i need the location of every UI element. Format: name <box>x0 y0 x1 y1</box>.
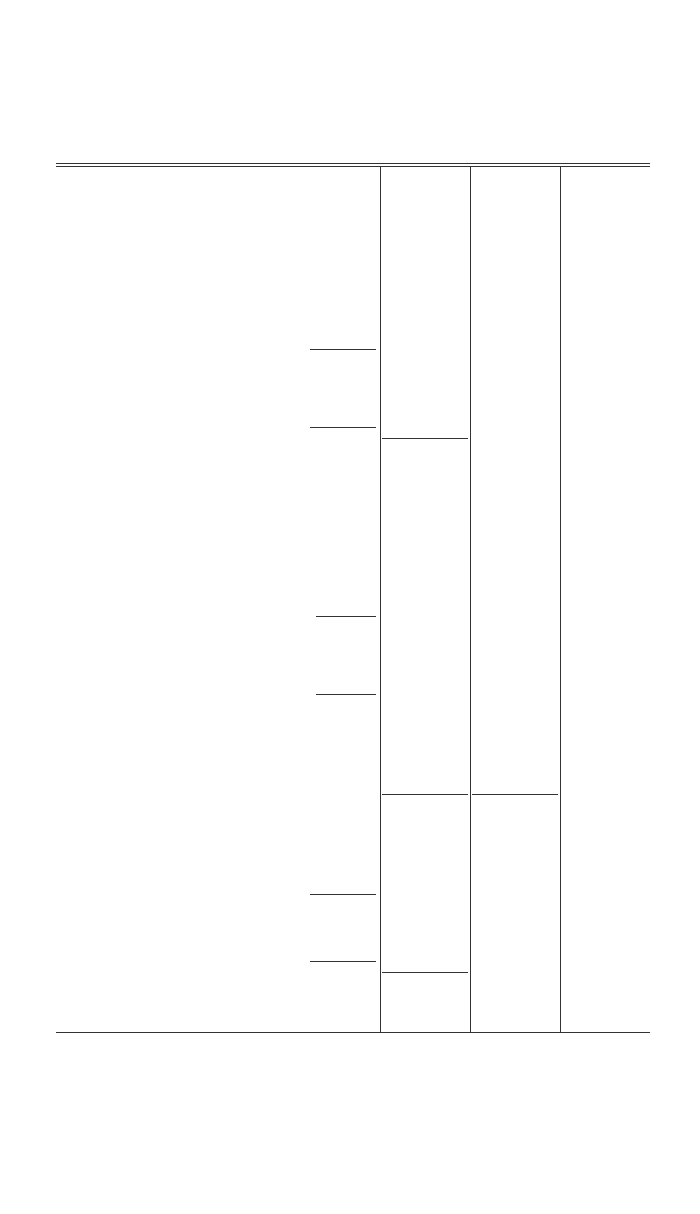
misc-taranaki-rule <box>316 694 376 695</box>
table-bottom-rule <box>56 1032 650 1033</box>
land-fund-rule-2 <box>310 961 376 962</box>
misc-timaru-rule <box>316 616 376 617</box>
land-fund-col1-rule <box>382 972 468 973</box>
col-divider-1 <box>380 166 381 1032</box>
tb1879-subtotal-rule <box>310 349 376 350</box>
col-divider-2 <box>470 166 471 1032</box>
col2-header <box>505 182 522 193</box>
col-divider-3 <box>560 166 561 1032</box>
ordinary-revenue-rule-1 <box>382 794 468 795</box>
ordinary-revenue-rule-2 <box>472 794 558 795</box>
col1-header <box>414 182 431 193</box>
land-fund-rule-1 <box>310 894 376 895</box>
table-top-rule <box>56 163 650 164</box>
interest-col1-rule <box>382 438 468 439</box>
tb1880-subtotal-rule <box>310 427 376 428</box>
col3-header <box>595 182 612 193</box>
